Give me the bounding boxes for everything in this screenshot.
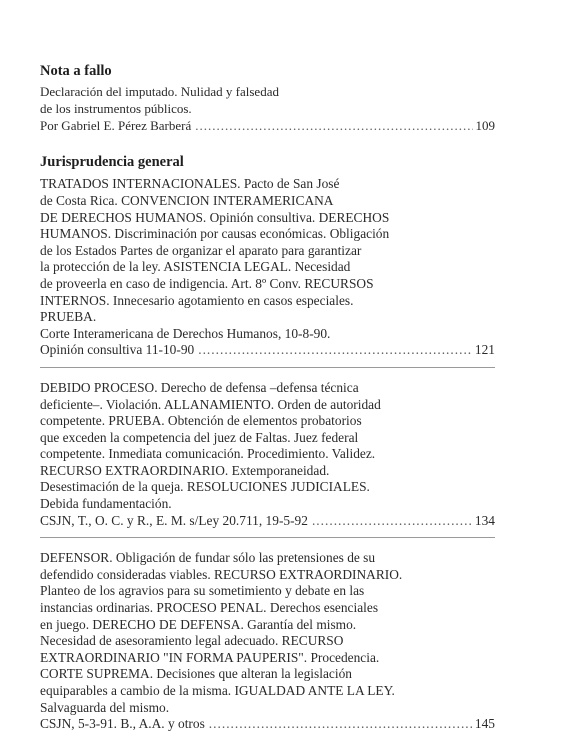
section-heading-nota-a-fallo: Nota a fallo <box>40 63 112 79</box>
entry-citation: CSJN, T., O. C. y R., E. M. s/Ley 20.711, 19-5-92 <box>40 512 308 528</box>
page-number: 109 <box>475 117 495 133</box>
entry-line: Planteo de los agravios para su sometimiento y debate en las <box>40 583 365 599</box>
entry-line: Declaración del imputado. Nulidad y falsedad <box>40 84 279 99</box>
entry-line: HUMANOS. Discriminación por causas económicas. Obligación <box>40 226 390 242</box>
entry-citation: Opinión consultiva 11-10-90 <box>40 342 195 358</box>
section-heading-jurisprudencia-general: Jurisprudencia general <box>40 154 184 171</box>
entry-line: de los Estados Partes de organizar el aparato para garantizar <box>40 242 362 258</box>
entry-line: PRUEBA. <box>40 309 97 325</box>
entry-tratados-internacionales <box>40 176 495 359</box>
entry-line: DEBIDO PROCESO. Derecho de defensa –defensa técnica <box>40 379 359 395</box>
entry-line: equiparables a cambio de la misma. IGUALDAD ANTE LA LEY. <box>40 683 395 699</box>
entry-line: Desestimación de la queja. RESOLUCIONES JUDICIALES. <box>40 479 370 495</box>
entry-debido-proceso <box>40 380 495 529</box>
entry-line: DE DERECHOS HUMANOS. Opinión consultiva. DERECHOS <box>40 209 390 225</box>
divider <box>40 367 495 368</box>
entry-line: RECURSO EXTRAORDINARIO. Extemporaneidad. <box>40 462 330 478</box>
entry-citation: CSJN, 5-3-91. B., A.A. y otros <box>40 716 205 732</box>
entry-line: Debida fundamentación. <box>40 496 172 512</box>
entry-line: CORTE SUPREMA. Decisiones que alteran la legislación <box>40 666 352 682</box>
entry-line: de proveerla en caso de indigencia. Art. 8º Conv. RECURSOS <box>40 275 374 291</box>
entry-line: competente. PRUEBA. Obtención de elementos probatorios <box>40 413 362 429</box>
toc-line <box>40 513 495 530</box>
entry-defensor <box>40 550 495 733</box>
entry-line: la protección de la ley. ASISTENCIA LEGAL. Necesidad <box>40 259 351 275</box>
entry-line: deficiente–. Violación. ALLANAMIENTO. Orden de autoridad <box>40 396 381 412</box>
entry-line: instancias ordinarias. PROCESO PENAL. Derechos esenciales <box>40 600 379 616</box>
toc-line <box>40 716 495 733</box>
contents-page <box>40 62 495 733</box>
divider <box>40 537 495 538</box>
entry-line: Necesidad de asesoramiento legal adecuado. RECURSO <box>40 633 344 649</box>
page-number: 145 <box>474 716 495 732</box>
entry-line: EXTRAORDINARIO "IN FORMA PAUPERIS". Procedencia. <box>40 649 380 665</box>
entry-citation: Por Gabriel E. Pérez Barberá <box>40 117 192 133</box>
toc-line <box>40 118 495 135</box>
toc-line <box>40 342 495 359</box>
entry-line: Corte Interamericana de Derechos Humanos, 10-8-90. <box>40 325 331 341</box>
entry-line: DEFENSOR. Obligación de fundar sólo las pretensiones de su <box>40 550 376 566</box>
entry-line: que exceden la competencia del juez de Faltas. Juez federal <box>40 429 359 445</box>
entry-nota-a-fallo <box>40 84 495 134</box>
entry-line: Salvaguarda del mismo. <box>40 699 170 715</box>
entry-line: INTERNOS. Innecesario agotamiento en casos especiales. <box>40 292 354 308</box>
page-number: 121 <box>474 342 495 358</box>
entry-line: TRATADOS INTERNACIONALES. Pacto de San José <box>40 176 340 192</box>
entry-line: de los instrumentos públicos. <box>40 100 192 116</box>
dot-leader <box>195 118 472 135</box>
dot-leader <box>209 716 472 733</box>
entry-line: competente. Inmediata comunicación. Procedimiento. Validez. <box>40 446 376 462</box>
entry-line: defendido consideradas viables. RECURSO EXTRAORDINARIO. <box>40 566 403 582</box>
entry-line: en juego. DERECHO DE DEFENSA. Garantía del mismo. <box>40 616 357 632</box>
dot-leader <box>198 342 472 359</box>
page-number: 134 <box>474 512 495 528</box>
entry-line: de Costa Rica. CONVENCION INTERAMERICANA <box>40 192 334 208</box>
dot-leader <box>312 513 472 530</box>
